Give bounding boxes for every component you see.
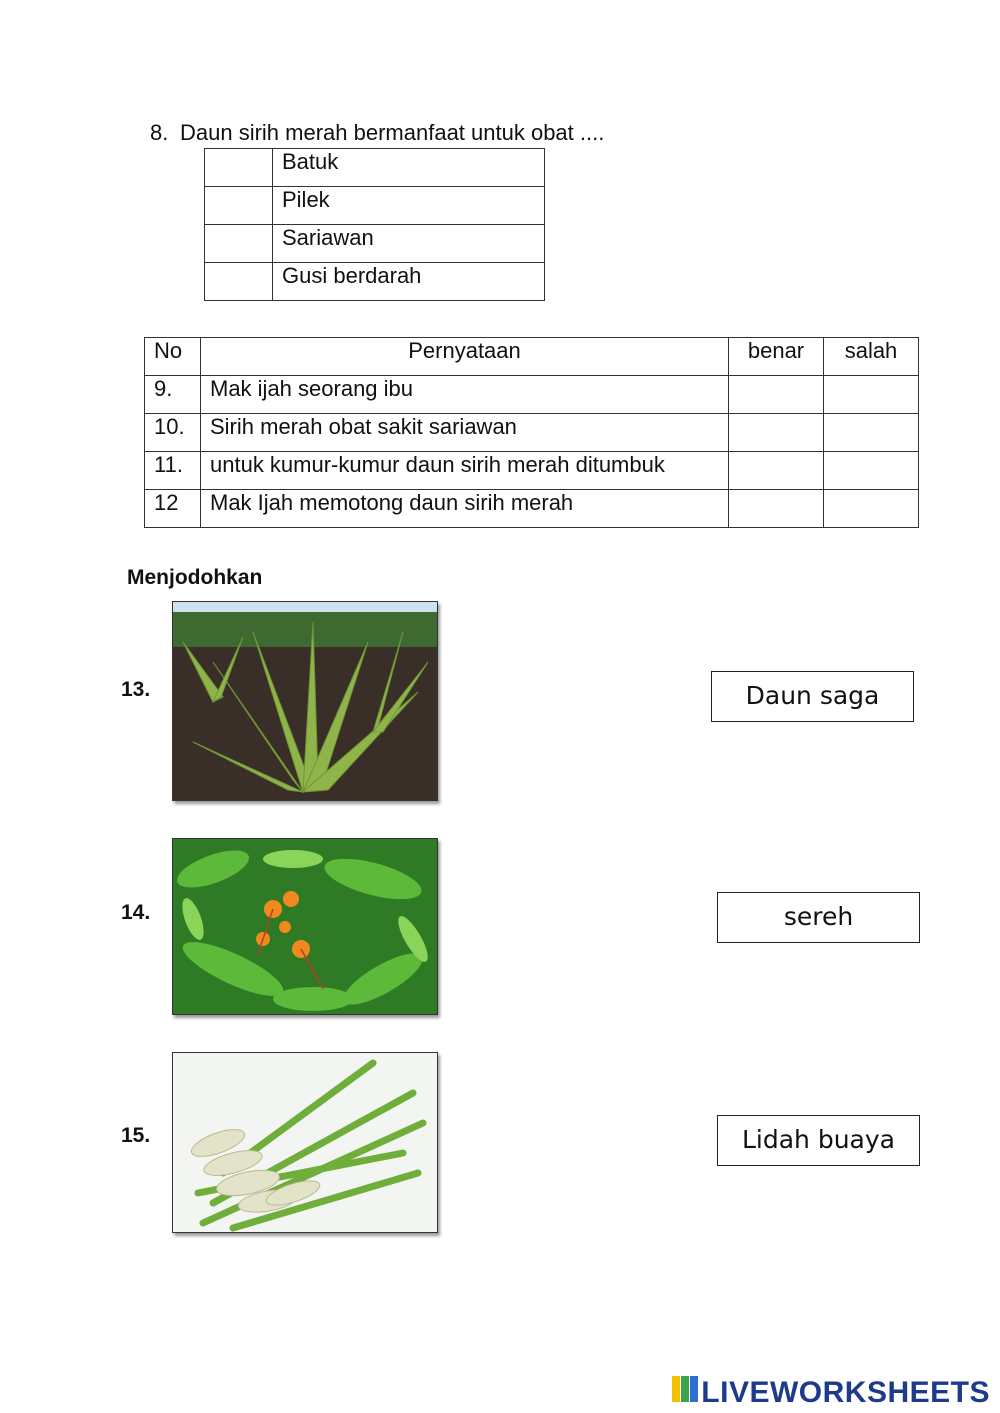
matching-number-13: 13. — [121, 678, 151, 701]
table-row — [145, 490, 919, 528]
true-cell[interactable] — [729, 376, 824, 414]
option-checkbox-2[interactable] — [205, 187, 273, 225]
question-8 — [150, 120, 604, 146]
option-label-1: Batuk — [273, 149, 545, 187]
header-true: benar — [729, 338, 824, 376]
matching-number-14: 14. — [121, 901, 151, 924]
question-8-number: 8. — [150, 120, 169, 145]
row-statement: untuk kumur-kumur daun sirih merah ditumbuk — [201, 452, 729, 490]
header-statement: Pernyataan — [201, 338, 729, 376]
row-number: 10. — [145, 414, 201, 452]
true-cell[interactable] — [729, 452, 824, 490]
liveworksheets-brand[interactable] — [672, 1375, 990, 1410]
matching-number-15: 15. — [121, 1124, 151, 1147]
row-statement: Mak Ijah memotong daun sirih merah — [201, 490, 729, 528]
lemongrass-image[interactable] — [172, 1052, 438, 1233]
row-statement: Sirih merah obat sakit sariawan — [201, 414, 729, 452]
true-cell[interactable] — [729, 490, 824, 528]
option-label-3: Sariawan — [273, 225, 545, 263]
false-cell[interactable] — [824, 376, 919, 414]
flower-leaves-image[interactable] — [172, 838, 438, 1015]
aloe-vera-image[interactable] — [172, 601, 438, 801]
header-no: No — [145, 338, 201, 376]
liveworksheets-logo-icon — [672, 1376, 698, 1410]
header-false: salah — [824, 338, 919, 376]
row-number: 11. — [145, 452, 201, 490]
row-number: 12 — [145, 490, 201, 528]
table-row — [145, 414, 919, 452]
answer-box-daun-saga[interactable]: Daun saga — [711, 671, 914, 722]
option-row — [205, 187, 545, 225]
question-8-options-table — [204, 148, 545, 301]
option-checkbox-3[interactable] — [205, 225, 273, 263]
option-checkbox-4[interactable] — [205, 263, 273, 301]
matching-section-title: Menjodohkan — [127, 566, 263, 589]
option-row — [205, 225, 545, 263]
row-number: 9. — [145, 376, 201, 414]
row-statement: Mak ijah seorang ibu — [201, 376, 729, 414]
false-cell[interactable] — [824, 452, 919, 490]
table-header-row — [145, 338, 919, 376]
table-row — [145, 376, 919, 414]
false-cell[interactable] — [824, 414, 919, 452]
option-checkbox-1[interactable] — [205, 149, 273, 187]
brand-name: LIVEWORKSHEETS — [701, 1376, 990, 1410]
question-8-text: Daun sirih merah bermanfaat untuk obat .... — [180, 120, 605, 145]
option-label-4: Gusi berdarah — [273, 263, 545, 301]
table-row — [145, 452, 919, 490]
answer-box-lidah-buaya[interactable]: Lidah buaya — [717, 1115, 920, 1166]
answer-box-sereh[interactable]: sereh — [717, 892, 920, 943]
true-cell[interactable] — [729, 414, 824, 452]
false-cell[interactable] — [824, 490, 919, 528]
option-row — [205, 149, 545, 187]
option-label-2: Pilek — [273, 187, 545, 225]
option-row — [205, 263, 545, 301]
true-false-table — [144, 337, 919, 528]
